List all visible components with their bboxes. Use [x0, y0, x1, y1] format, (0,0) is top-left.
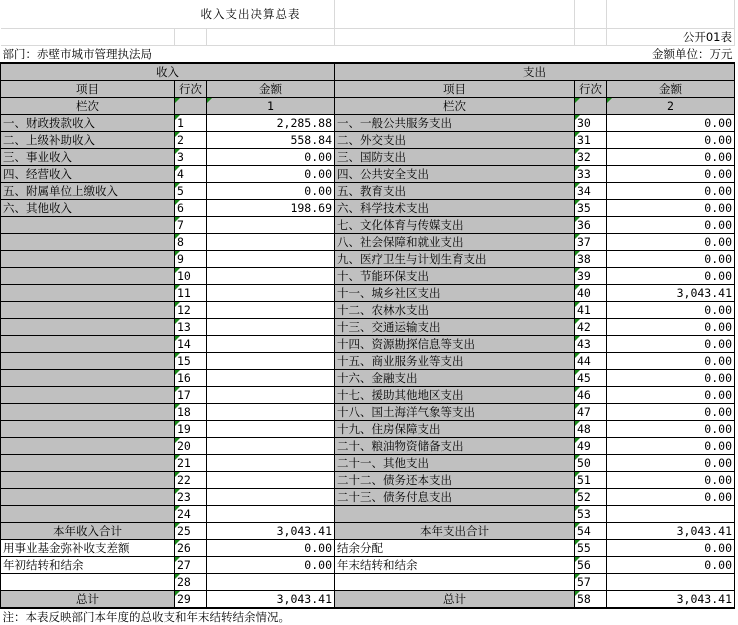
expense-amount-cell[interactable]: 0.00: [607, 387, 735, 404]
income-row-number[interactable]: 3: [175, 149, 207, 166]
expense-item-cell[interactable]: 十六、金融支出: [335, 370, 575, 387]
income-amount-cell[interactable]: [207, 472, 335, 489]
expense-amount-cell[interactable]: 3,043.41: [607, 523, 735, 540]
table-row: [1, 302, 735, 319]
department-label: 部门：赤壁市城市管理执法局: [2, 47, 152, 61]
income-item-cell[interactable]: [1, 387, 175, 404]
expense-item-cell[interactable]: 十一、城乡社区支出: [335, 285, 575, 302]
expense-item-cell[interactable]: 一、一般公共服务支出: [335, 115, 575, 132]
income-col-number: 1: [207, 98, 335, 115]
expense-row-number[interactable]: 36: [575, 217, 607, 234]
income-amount-cell[interactable]: 0.00: [207, 183, 335, 200]
expense-rowno-header: 行次: [575, 81, 607, 98]
expense-amount-cell[interactable]: 0.00: [607, 234, 735, 251]
income-row-number[interactable]: 17: [175, 387, 207, 404]
income-amount-cell[interactable]: 0.00: [207, 540, 335, 557]
expense-amount-cell[interactable]: 0.00: [607, 557, 735, 574]
income-row-number[interactable]: 9: [175, 251, 207, 268]
form-code: 公开01表: [607, 29, 735, 46]
expense-amount-cell[interactable]: 0.00: [607, 183, 735, 200]
table-row: [1, 353, 735, 370]
expense-item-cell[interactable]: 年末结转和结余: [335, 557, 575, 574]
income-amount-cell[interactable]: [207, 285, 335, 302]
table-row: [1, 217, 735, 234]
income-row-number[interactable]: 5: [175, 183, 207, 200]
expense-item-cell[interactable]: 八、社会保障和就业支出: [335, 234, 575, 251]
expense-item-cell[interactable]: 二、外交支出: [335, 132, 575, 149]
expense-item-cell[interactable]: [335, 574, 575, 591]
expense-amount-cell[interactable]: 0.00: [607, 540, 735, 557]
expense-row-number[interactable]: 41: [575, 302, 607, 319]
income-amount-cell[interactable]: 0.00: [207, 166, 335, 183]
income-item-cell[interactable]: [1, 574, 175, 591]
expense-amount-cell[interactable]: 3,043.41: [607, 285, 735, 302]
income-row-number[interactable]: 2: [175, 132, 207, 149]
table-row: [1, 115, 735, 132]
expense-item-cell[interactable]: 十八、国土海洋气象等支出: [335, 404, 575, 421]
expense-item-cell[interactable]: 十四、资源勘探信息等支出: [335, 336, 575, 353]
income-row-number[interactable]: 12: [175, 302, 207, 319]
expense-row-number[interactable]: 50: [575, 455, 607, 472]
income-amount-cell[interactable]: [207, 574, 335, 591]
table-row: [1, 472, 735, 489]
expense-row-number[interactable]: 43: [575, 336, 607, 353]
table-row: [1, 166, 735, 183]
income-row-number[interactable]: 22: [175, 472, 207, 489]
table-row: [1, 149, 735, 166]
table-row: [1, 506, 735, 523]
expense-amount-cell[interactable]: 0.00: [607, 251, 735, 268]
expense-item-cell[interactable]: 二十一、其他支出: [335, 455, 575, 472]
income-item-cell[interactable]: 用事业基金弥补收支差额: [1, 540, 175, 557]
income-item-cell[interactable]: 五、附属单位上缴收入: [1, 183, 175, 200]
income-item-cell[interactable]: 四、经营收入: [1, 166, 175, 183]
income-amount-cell[interactable]: 0.00: [207, 149, 335, 166]
expense-amount-cell[interactable]: 0.00: [607, 166, 735, 183]
income-amount-cell[interactable]: 558.84: [207, 132, 335, 149]
expense-amount-cell[interactable]: 0.00: [607, 336, 735, 353]
expense-amount-cell[interactable]: 0.00: [607, 200, 735, 217]
table-row: [1, 200, 735, 217]
expense-item-cell[interactable]: [335, 506, 575, 523]
expense-amount-cell[interactable]: 0.00: [607, 370, 735, 387]
income-item-cell[interactable]: [1, 302, 175, 319]
income-amount-cell[interactable]: [207, 421, 335, 438]
expense-item-cell[interactable]: 十、节能环保支出: [335, 268, 575, 285]
expense-row-number[interactable]: 54: [575, 523, 607, 540]
footnote: 注：本表反映部门本年度的总收支和年末结转结余情况。: [1, 608, 735, 625]
expense-amount-cell[interactable]: 0.00: [607, 421, 735, 438]
income-amount-cell[interactable]: [207, 217, 335, 234]
income-item-cell[interactable]: 三、事业收入: [1, 149, 175, 166]
expense-row-number[interactable]: 31: [575, 132, 607, 149]
income-amount-cell[interactable]: [207, 506, 335, 523]
income-row-number[interactable]: 7: [175, 217, 207, 234]
expense-item-cell[interactable]: 二十三、债务付息支出: [335, 489, 575, 506]
expense-amount-cell[interactable]: 0.00: [607, 404, 735, 421]
income-lanci-label: 栏次: [1, 98, 175, 115]
income-row-number[interactable]: 28: [175, 574, 207, 591]
income-item-cell[interactable]: [1, 506, 175, 523]
income-item-cell[interactable]: [1, 336, 175, 353]
expense-row-number[interactable]: 44: [575, 353, 607, 370]
income-row-number[interactable]: 1: [175, 115, 207, 132]
expense-amount-cell[interactable]: 0.00: [607, 217, 735, 234]
expense-amount-cell[interactable]: 0.00: [607, 472, 735, 489]
income-amount-cell[interactable]: [207, 251, 335, 268]
income-row-number[interactable]: 26: [175, 540, 207, 557]
table-row: [1, 183, 735, 200]
income-row-number[interactable]: 4: [175, 166, 207, 183]
income-amount-cell[interactable]: [207, 353, 335, 370]
expense-item-cell[interactable]: 十七、援助其他地区支出: [335, 387, 575, 404]
income-row-number[interactable]: 27: [175, 557, 207, 574]
table-row: [1, 319, 735, 336]
expense-amount-cell[interactable]: [607, 506, 735, 523]
expense-row-number[interactable]: 45: [575, 370, 607, 387]
expense-lanci-label: 栏次: [335, 98, 575, 115]
expense-item-cell[interactable]: 七、文化体育与传媒支出: [335, 217, 575, 234]
income-item-cell[interactable]: 二、上级补助收入: [1, 132, 175, 149]
table-row: [1, 387, 735, 404]
income-amount-cell[interactable]: 198.69: [207, 200, 335, 217]
income-item-cell[interactable]: [1, 404, 175, 421]
income-amount-cell[interactable]: [207, 404, 335, 421]
expense-amount-cell[interactable]: 3,043.41: [607, 591, 735, 609]
income-row-number[interactable]: 25: [175, 523, 207, 540]
income-row-number[interactable]: 8: [175, 234, 207, 251]
income-item-cell[interactable]: 一、财政拨款收入: [1, 115, 175, 132]
income-amount-cell[interactable]: [207, 302, 335, 319]
expense-amount-cell[interactable]: 0.00: [607, 455, 735, 472]
table-row: [1, 404, 735, 421]
expense-amount-header: 金额: [607, 81, 735, 98]
expense-row-number[interactable]: 49: [575, 438, 607, 455]
expense-item-header: 项目: [335, 81, 575, 98]
income-item-cell[interactable]: [1, 285, 175, 302]
table-row: [1, 285, 735, 302]
expense-row-number[interactable]: 32: [575, 149, 607, 166]
expense-row-number[interactable]: 37: [575, 234, 607, 251]
table-row: [1, 132, 735, 149]
income-row-number[interactable]: 19: [175, 421, 207, 438]
expense-item-cell[interactable]: 二十、粮油物资储备支出: [335, 438, 575, 455]
expense-row-number[interactable]: 46: [575, 387, 607, 404]
expense-row-number[interactable]: 42: [575, 319, 607, 336]
page-title: 收入支出决算总表: [1, 0, 335, 29]
income-row-number[interactable]: 10: [175, 268, 207, 285]
table-row: [1, 574, 735, 591]
income-rowno-header: 行次: [175, 81, 207, 98]
expense-amount-cell[interactable]: 0.00: [607, 268, 735, 285]
income-row-number[interactable]: 15: [175, 353, 207, 370]
expense-row-number[interactable]: 33: [575, 166, 607, 183]
income-amount-cell[interactable]: [207, 455, 335, 472]
table-row: [1, 438, 735, 455]
income-amount-cell[interactable]: 3,043.41: [207, 523, 335, 540]
expense-item-cell[interactable]: 六、科学技术支出: [335, 200, 575, 217]
table-row: [1, 370, 735, 387]
income-item-cell[interactable]: 六、其他收入: [1, 200, 175, 217]
expense-item-cell[interactable]: 十九、住房保障支出: [335, 421, 575, 438]
expense-item-cell[interactable]: 十五、商业服务业等支出: [335, 353, 575, 370]
income-item-cell[interactable]: [1, 217, 175, 234]
expense-amount-cell[interactable]: 0.00: [607, 438, 735, 455]
income-amount-header: 金额: [207, 81, 335, 98]
expense-amount-cell[interactable]: 0.00: [607, 489, 735, 506]
expense-amount-cell[interactable]: 0.00: [607, 115, 735, 132]
income-item-cell[interactable]: [1, 234, 175, 251]
expense-row-number[interactable]: 35: [575, 200, 607, 217]
income-item-cell[interactable]: [1, 319, 175, 336]
income-item-cell[interactable]: [1, 370, 175, 387]
income-amount-cell[interactable]: 3,043.41: [207, 591, 335, 609]
expense-item-cell[interactable]: 本年支出合计: [335, 523, 575, 540]
expense-item-cell[interactable]: 十二、农林水支出: [335, 302, 575, 319]
table-row: [1, 591, 735, 609]
expense-amount-cell[interactable]: 0.00: [607, 353, 735, 370]
amount-unit: 金额单位：万元: [652, 47, 733, 61]
income-item-cell[interactable]: [1, 472, 175, 489]
expense-row-number[interactable]: 52: [575, 489, 607, 506]
expense-row-number[interactable]: 30: [575, 115, 607, 132]
income-row-number[interactable]: 23: [175, 489, 207, 506]
income-amount-cell[interactable]: 2,285.88: [207, 115, 335, 132]
income-item-header: 项目: [1, 81, 175, 98]
income-amount-cell[interactable]: [207, 234, 335, 251]
income-item-cell[interactable]: [1, 421, 175, 438]
expense-row-number[interactable]: 56: [575, 557, 607, 574]
income-amount-cell[interactable]: [207, 438, 335, 455]
income-row-number[interactable]: 18: [175, 404, 207, 421]
expense-row-number[interactable]: 53: [575, 506, 607, 523]
expense-row-number[interactable]: 39: [575, 268, 607, 285]
income-lanci-blank: [175, 98, 207, 115]
expense-row-number[interactable]: 51: [575, 472, 607, 489]
expense-item-cell[interactable]: 十三、交通运输支出: [335, 319, 575, 336]
expense-row-number[interactable]: 34: [575, 183, 607, 200]
expense-row-number[interactable]: 55: [575, 540, 607, 557]
expense-row-number[interactable]: 57: [575, 574, 607, 591]
income-item-cell[interactable]: [1, 438, 175, 455]
income-amount-cell[interactable]: [207, 489, 335, 506]
expense-lanci-blank: [575, 98, 607, 115]
table-row: [1, 489, 735, 506]
income-item-cell[interactable]: [1, 268, 175, 285]
expense-amount-cell[interactable]: 0.00: [607, 319, 735, 336]
income-amount-cell[interactable]: [207, 387, 335, 404]
income-row-number[interactable]: 11: [175, 285, 207, 302]
table-row: [1, 234, 735, 251]
income-section-header: 收入: [1, 63, 335, 81]
expense-item-cell[interactable]: 总计: [335, 591, 575, 609]
income-item-cell[interactable]: 本年收入合计: [1, 523, 175, 540]
expense-row-number[interactable]: 38: [575, 251, 607, 268]
expense-item-cell[interactable]: 结余分配: [335, 540, 575, 557]
expense-amount-cell[interactable]: 0.00: [607, 132, 735, 149]
expense-item-cell[interactable]: 五、教育支出: [335, 183, 575, 200]
table-row: [1, 557, 735, 574]
income-row-number[interactable]: 13: [175, 319, 207, 336]
income-item-cell[interactable]: 总计: [1, 591, 175, 609]
income-item-cell[interactable]: [1, 455, 175, 472]
expense-col-number: 2: [607, 98, 735, 115]
income-amount-cell[interactable]: [207, 319, 335, 336]
income-amount-cell[interactable]: 0.00: [207, 557, 335, 574]
income-row-number[interactable]: 20: [175, 438, 207, 455]
income-row-number[interactable]: 24: [175, 506, 207, 523]
table-row: [1, 336, 735, 353]
income-row-number[interactable]: 6: [175, 200, 207, 217]
expense-row-number[interactable]: 48: [575, 421, 607, 438]
income-item-cell[interactable]: [1, 489, 175, 506]
table-row: [1, 523, 735, 540]
table-row: [1, 268, 735, 285]
income-amount-cell[interactable]: [207, 336, 335, 353]
expense-item-cell[interactable]: 二十二、债务还本支出: [335, 472, 575, 489]
income-row-number[interactable]: 29: [175, 591, 207, 609]
table-row: [1, 455, 735, 472]
expense-amount-cell[interactable]: [607, 574, 735, 591]
table-row: [1, 251, 735, 268]
expense-row-number[interactable]: 47: [575, 404, 607, 421]
income-row-number[interactable]: 16: [175, 370, 207, 387]
income-row-number[interactable]: 14: [175, 336, 207, 353]
income-row-number[interactable]: 21: [175, 455, 207, 472]
income-amount-cell[interactable]: [207, 370, 335, 387]
expense-amount-cell[interactable]: 0.00: [607, 302, 735, 319]
expense-item-cell[interactable]: 三、国防支出: [335, 149, 575, 166]
income-item-cell[interactable]: [1, 353, 175, 370]
income-item-cell[interactable]: [1, 251, 175, 268]
table-row: [1, 421, 735, 438]
expense-item-cell[interactable]: 四、公共安全支出: [335, 166, 575, 183]
table-row: [1, 540, 735, 557]
expense-row-number[interactable]: 40: [575, 285, 607, 302]
expense-amount-cell[interactable]: 0.00: [607, 149, 735, 166]
expense-item-cell[interactable]: 九、医疗卫生与计划生育支出: [335, 251, 575, 268]
expense-section-header: 支出: [335, 63, 735, 81]
expense-row-number[interactable]: 58: [575, 591, 607, 609]
income-item-cell[interactable]: 年初结转和结余: [1, 557, 175, 574]
income-amount-cell[interactable]: [207, 268, 335, 285]
